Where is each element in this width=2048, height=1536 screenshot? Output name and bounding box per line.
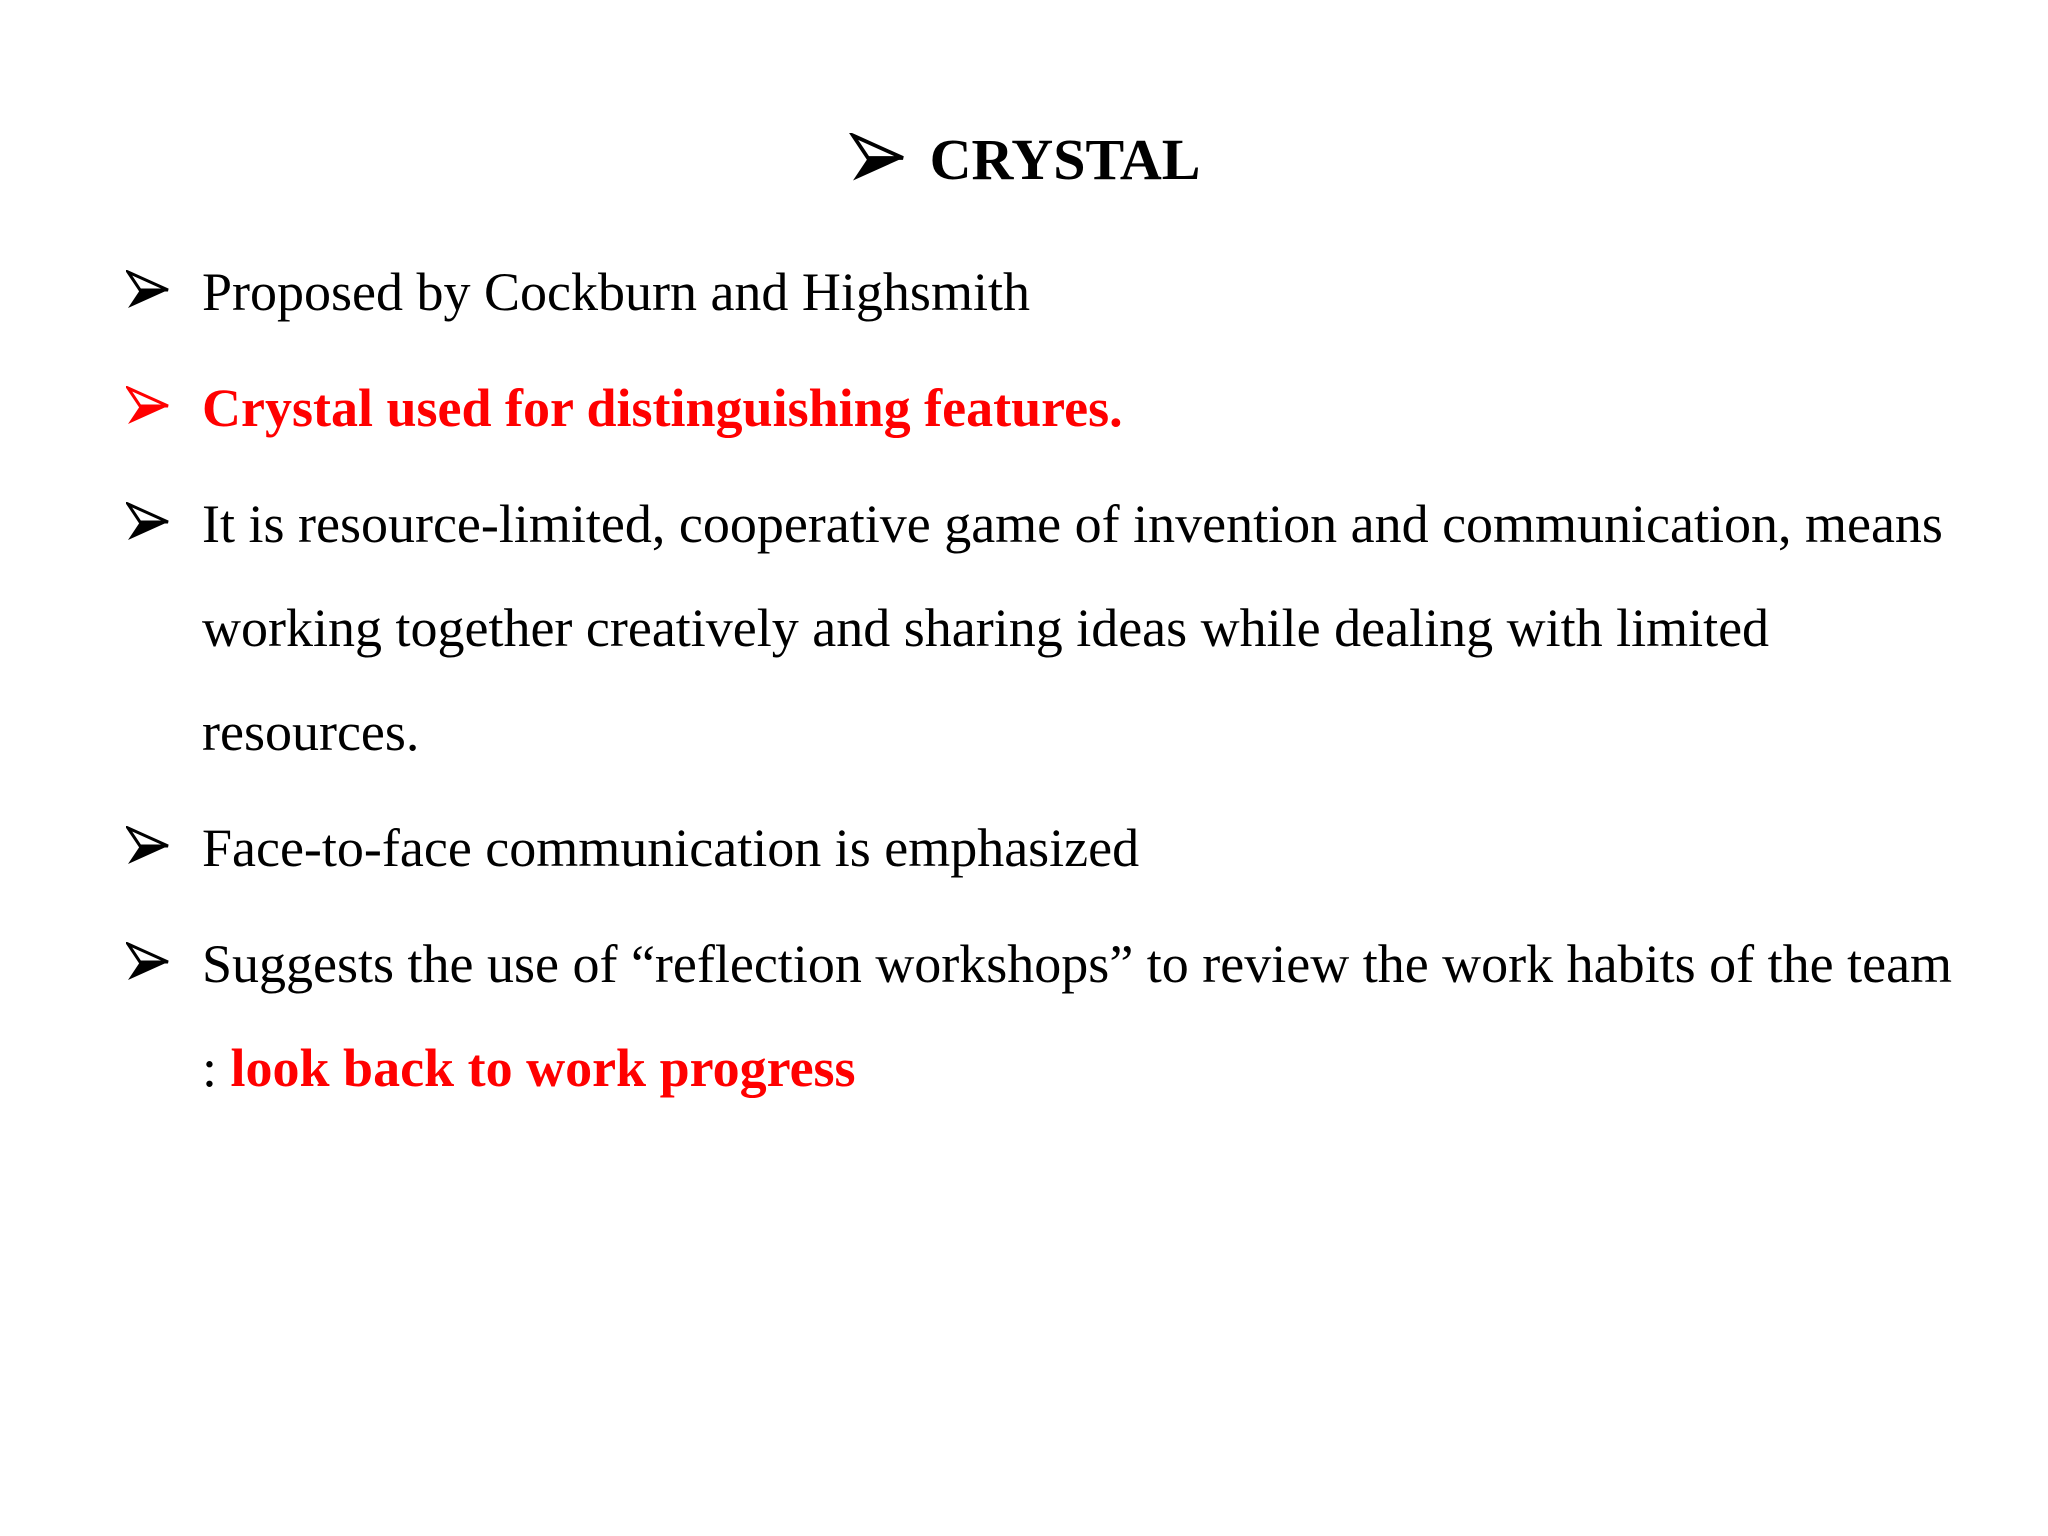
bullet-text: Proposed by Cockburn and Highsmith [202,262,1030,322]
slide-title [0,125,2048,195]
arrowhead-bullet-icon [126,386,170,426]
bullet-item [126,472,1976,784]
bullet-highlight-text: look back to work progress [230,1038,856,1098]
bullet-text: Suggests the use of “reflection workshops” to review the work habits of the team : [202,934,1953,1098]
bullet-item [126,796,1976,900]
title-text: CRYSTAL [929,127,1201,192]
arrowhead-bullet-icon [126,826,170,866]
bullet-text: Face-to-face communication is emphasized [202,818,1140,878]
bullet-text: Crystal used for distinguishing features. [202,378,1123,438]
bullet-item [126,912,1976,1120]
bullet-item [126,240,1976,344]
arrowhead-bullet-icon [126,270,170,310]
arrowhead-bullet-icon [126,502,170,542]
arrowhead-bullet-icon [848,133,908,183]
bullet-list [126,240,1976,1132]
bullet-text: It is resource-limited, cooperative game of invention and communication, means working together creatively and sharing ideas while dealing with limited resources. [202,494,1943,762]
bullet-item-highlighted [126,356,1976,460]
arrowhead-bullet-icon [126,942,170,982]
